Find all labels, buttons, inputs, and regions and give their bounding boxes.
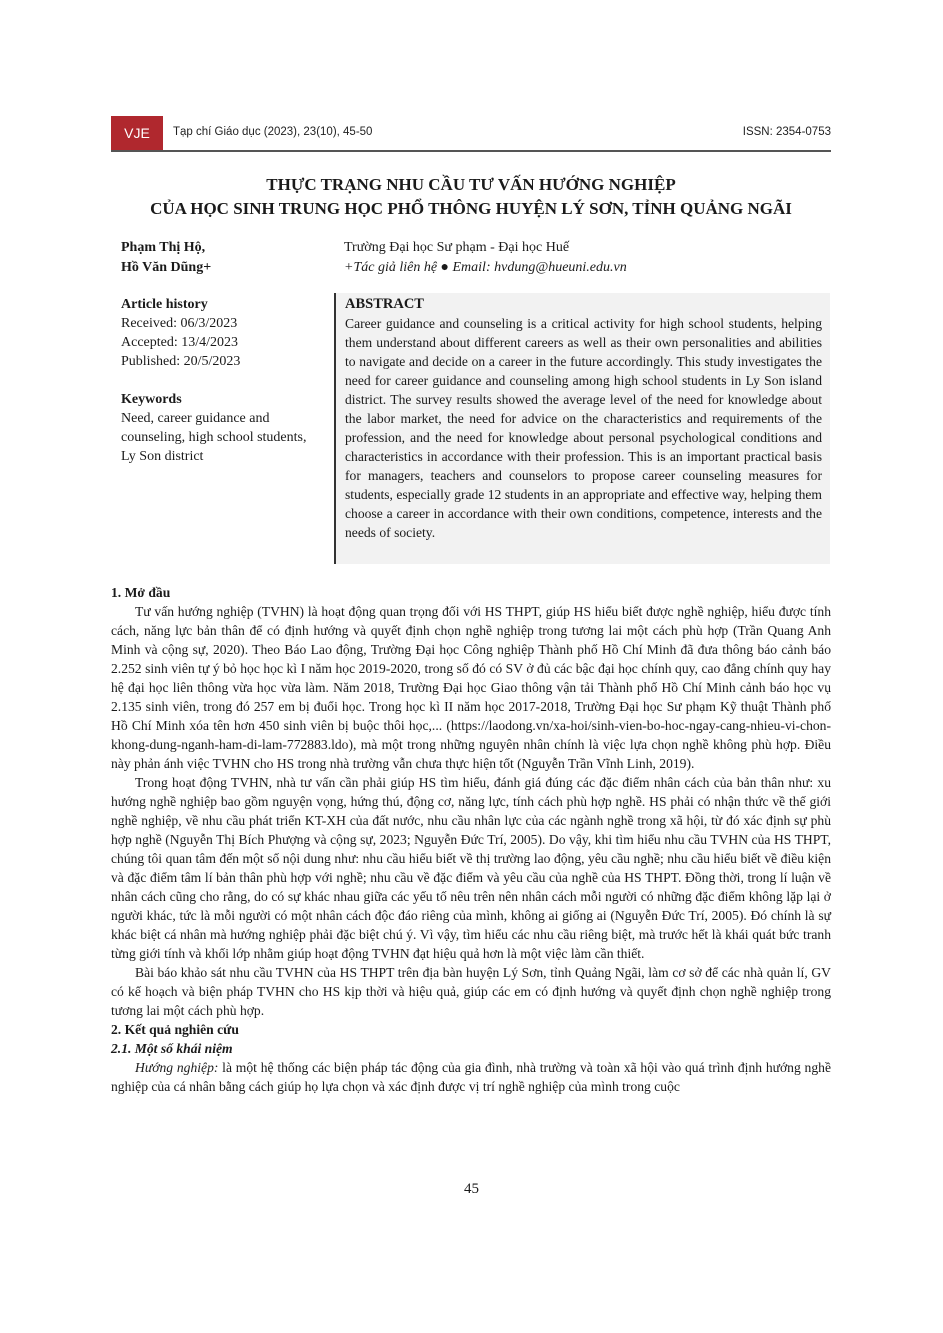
term-huong-nghiep: Hướng nghiệp: bbox=[135, 1060, 219, 1075]
paragraph-4 bbox=[111, 1058, 831, 1096]
abstract-text: Career guidance and counseling is a critical activity for high school students, helping them understand about different careers as well as their own personalities and abilities to navigate and decide on a career in the future accordingly. This study investigates the need for career guidance and counseling among high school students in Ly Son island district. The survey results showed the average level of the need for knowledge about the labor market, the need for advice on the characteristics and requirements of the profession, and the need for knowledge about personal psychological conditions and characteristics in accordance with their profession. This is an important practical basis for managers, teachers and counselors to propose career counseling measures for students, especially grade 12 students in an appropriate and effective way, helping them choose a career in accordance with their own conditions, competence, interests and the needs of society. bbox=[345, 316, 822, 540]
accepted-date: Accepted: 13/4/2023 bbox=[121, 335, 239, 350]
article-body bbox=[111, 583, 831, 1096]
abstract-heading: ABSTRACT bbox=[345, 296, 424, 312]
subsection-heading-2-1: 2.1. Một số khái niệm bbox=[111, 1041, 233, 1056]
journal-header bbox=[111, 116, 831, 150]
keywords-heading: Keywords bbox=[121, 392, 182, 407]
title-line-1: THỰC TRẠNG NHU CẦU TƯ VẤN HƯỚNG NGHIỆP bbox=[266, 175, 676, 194]
author-1: Phạm Thị Hộ, bbox=[121, 240, 206, 255]
title-line-2: CỦA HỌC SINH TRUNG HỌC PHỔ THÔNG HUYỆN LÝ SƠN, TỈNH QUẢNG NGÃI bbox=[150, 199, 792, 218]
abstract-box bbox=[334, 293, 830, 564]
keywords-text: Need, career guidance and counseling, high school students, Ly Son district bbox=[121, 411, 307, 464]
article-title bbox=[111, 173, 831, 221]
article-meta bbox=[121, 295, 311, 466]
paragraph-1: Tư vấn hướng nghiệp (TVHN) là hoạt động quan trọng đối với HS THPT, giúp HS hiểu biết được nghề nghiệp, hiểu được tính cách, năng lực bản thân để có định hướng và quyết định chọn nghề nghiệp trong tương lai một cách phù hợp (Trần Quang Anh Minh và cộng sự, 2020). Theo Báo Lao động, Trường Đại học Công nghiệp Thành phố Hồ Chí Minh đã đưa thông báo cảnh báo 2.252 sinh viên tự ý bỏ học học kì I năm học 2019-2020, trong số đó có SV ở đủ các bậc đại học chính quy, cao đẳng chính quy hay hệ đại học liên thông vừa học vừa làm. Năm 2018, Trường Đại học Giao thông vận tải Thành phố Hồ Chí Minh cảnh báo học vụ 2.135 sinh viên, trong đó 257 em bị đuổi học. Trong học kì II năm học 2017-2018, Trường Đại học Sư phạm Kỹ thuật Thành phố Hồ Chí Minh xóa tên hơn 450 sinh viên bị buộc thôi học,... (https://laodong.vn/xa-hoi/sinh-vien-bo-hoc-ngay-cang-nhieu-vi-chon-khong-dung-nganh-ham-di-lam-772883.ldo), mà một trong những nguyên nhân chính là việc lựa chọn nghề không phù hợp. Điều này phản ánh việc TVHN cho HS trong nhà trường vẫn chưa thực hiện tốt (Nguyễn Trần Vĩnh Linh, 2019). bbox=[111, 604, 831, 771]
header-rule bbox=[111, 150, 831, 152]
author-2: Hồ Văn Dũng+ bbox=[121, 260, 212, 275]
section-heading-1: 1. Mở đầu bbox=[111, 585, 171, 600]
paragraph-3: Bài báo khảo sát nhu cầu TVHN của HS THPT trên địa bàn huyện Lý Sơn, tỉnh Quảng Ngãi, làm cơ sở để các nhà quản lí, GV có kế hoạch và biện pháp TVHN cho HS kịp thời và hiệu quả, giúp các em có định hướng và quyết định chọn nghề nghiệp trong tương lai một cách phù hợp. bbox=[111, 965, 831, 1018]
page-number: 45 bbox=[464, 1181, 479, 1197]
published-date: Published: 20/5/2023 bbox=[121, 354, 241, 369]
corresponding-contact: +Tác giả liên hệ ● Email: hvdung@hueuni.edu.vn bbox=[344, 260, 627, 275]
received-date: Received: 06/3/2023 bbox=[121, 316, 238, 331]
affiliation-block bbox=[344, 238, 627, 278]
paragraph-2: Trong hoạt động TVHN, nhà tư vấn cần phải giúp HS tìm hiểu, đánh giá đúng các đặc điểm nhân cách của bản thân như: xu hướng nghề nghiệp bao gồm nguyện vọng, hứng thú, động cơ, năng lực, tính cách phù hợp nghề. HS phải có nhận thức về thế giới nghề nghiệp, về nhu cầu phát triển KT-XH của đất nước, nhu cầu nhân lực của các ngành nghề trong xã hội, từ đó xác định sự phù hợp nghề (Nguyễn Thị Bích Phượng và cộng sự, 2023; Nguyễn Đức Trí, 2005). Do vậy, khi tìm hiểu nhu cầu TVHN của HS THPT, chúng tôi quan tâm đến một số nội dung như: nhu cầu hiểu biết về thị trường lao động, yêu cầu nghề; nhu cầu hiểu biết về điều kiện và đặc điểm tâm lí bản thân phù hợp với nghề; nhu cầu về đặc điểm và yêu cầu của nghề của HS THPT. Đồng thời, trong lí luận về nhân cách cũng cho rằng, do có sự khác nhau giữa các yếu tố nêu trên nên nhân cách mỗi người có những đặc điểm không lặp lại ở người khác, tức là mỗi người có một nhân cách độc đáo riêng của mình, không ai giống ai (Nguyễn Đức Trí, 2005). Đó chính là sự khác biệt cá nhân mà hướng nghiệp phải đặc biệt chú ý. Vì vậy, tìm hiểu các nhu cầu riêng biệt, mà trước hết là khái quát bức tranh từng giới tính và khối lớp nhằm giúp hoạt động TVHN đạt hiệu quả hơn là một việc làm cần thiết. bbox=[111, 775, 831, 961]
article-history-heading: Article history bbox=[121, 297, 208, 312]
issn: ISSN: 2354-0753 bbox=[742, 126, 831, 138]
section-heading-2: 2. Kết quả nghiên cứu bbox=[111, 1022, 239, 1037]
affiliation: Trường Đại học Sư phạm - Đại học Huế bbox=[344, 240, 570, 255]
journal-logo: VJE bbox=[111, 116, 163, 150]
paragraph-4-text: là một hệ thống các biện pháp tác động của gia đình, nhà trường và toàn xã hội vào quá trình định hướng nghề nghiệp của cá nhân bằng cách giúp họ lựa chọn và xác định được vị trí nghề nghiệp của mình trong cuộc bbox=[111, 1060, 831, 1094]
journal-citation: Tạp chí Giáo dục (2023), 23(10), 45-50 bbox=[173, 126, 373, 138]
author-list bbox=[121, 238, 211, 278]
